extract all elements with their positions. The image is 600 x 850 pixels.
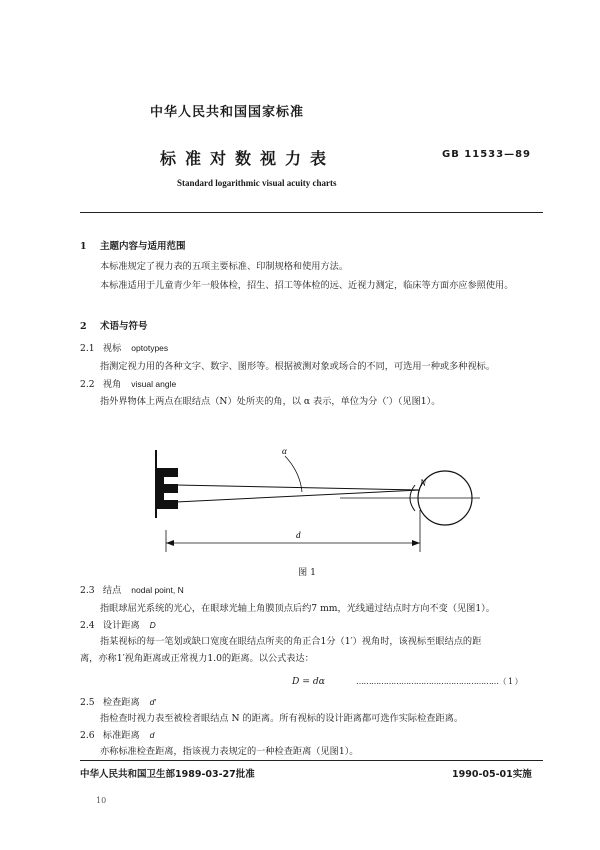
term-english: optotypes [131,343,169,353]
term-2-2-heading [80,376,176,390]
document-title: 标准对数视力表 [160,149,336,168]
figure-1-diagram [140,440,480,570]
term-2-6-heading [80,727,154,741]
section-title: 术语与符号 [100,321,148,332]
term-number: 2.2 [80,379,95,390]
upper-ray-line [176,485,420,490]
page-number: 10 [96,796,107,805]
formula-expression: D = dα [292,676,325,687]
effective-date: 1990-05-01实施 [452,769,532,780]
optotype-e-symbol [156,468,178,509]
lower-ray-line [176,490,420,502]
term-name: 结点 [102,585,122,596]
term-2-3-definition: 指眼球屈光系统的光心，在眼球光轴上角膜顶点后约7 mm，光线通过结点时方向不变（见图1）。 [100,603,495,614]
term-number: 2.3 [80,585,95,596]
term-2-1-heading [80,340,168,354]
approval-issuer: 中华人民共和国卫生部1989-03-27批准 [80,769,255,780]
term-2-4-definition-line-1: 指某视标的每一笔划或缺口宽度在眼结点所夹的角正合1分（1′）视角时，该视标至眼结点的距 [100,636,482,647]
header-rule [80,212,543,213]
section-2-heading [80,318,148,332]
term-name: 标准距离 [102,730,140,741]
term-2-4-definition-line-2: 离，亦称1′视角距离或正常视力1.0的距离。以公式表达： [80,653,314,664]
term-number: 2.4 [80,620,95,631]
section-1-paragraph-1: 本标准规定了视力表的五项主要标准、印制规格和使用方法。 [100,261,349,272]
term-name: 视角 [102,379,122,390]
gb-standard-code: GB 11533—89 [442,149,532,160]
term-2-4-heading [80,617,156,631]
term-name: 视标 [102,343,122,354]
term-number: 2.6 [80,730,95,741]
distance-d-label: d [296,530,301,540]
term-2-5-heading [80,694,156,708]
footer-rule [80,760,543,761]
alpha-label: α [282,446,287,456]
section-title: 主题内容与适用范围 [100,241,186,252]
term-symbol: d′ [149,697,156,707]
term-symbol: D [149,620,156,630]
term-name: 设计距离 [102,620,140,631]
section-number: 2 [80,321,87,332]
term-2-6-definition: 亦称标准检查距离，指该视力表规定的一种检查距离（见图1）。 [100,746,359,757]
term-2-2-definition: 指外界物体上两点在眼结点（N）处所夹的角，以 α 表示，单位为分（′）（见图1）。 [100,396,441,407]
dim-arrow-left [166,540,174,546]
term-english: visual angle [131,379,177,389]
term-number: 2.1 [80,343,95,354]
dim-arrow-right [412,540,420,546]
term-number: 2.5 [80,697,95,708]
alpha-leader-line [285,456,302,492]
section-1-heading [80,238,186,252]
term-name: 检查距离 [102,697,140,708]
formula-number: …………………………………………………（ 1 ） [356,677,523,686]
term-english: nodal point, N [131,585,184,595]
figure-1-caption: 图 1 [298,567,316,578]
section-1-paragraph-2: 本标准适用于儿童青少年一般体检，招生、招工等体检的远、近视力测定，临床等方面亦应参照使用。 [100,280,514,291]
section-number: 1 [80,241,87,252]
english-subtitle: Standard logarithmic visual acuity charts [177,178,337,188]
term-2-3-heading [80,582,184,596]
standard-org-header: 中华人民共和国国家标准 [150,105,305,120]
term-2-1-definition: 指测定视力用的各种文字、数字、图形等。根据被测对象或场合的不同，可选用一种或多种视标。 [100,361,496,372]
term-2-5-definition: 指检查时视力表至被检者眼结点 N 的距离。所有视标的设计距离都可选作实际检查距离。 [100,713,464,724]
term-symbol: d [149,730,155,740]
nodal-point-label: N [420,478,427,488]
